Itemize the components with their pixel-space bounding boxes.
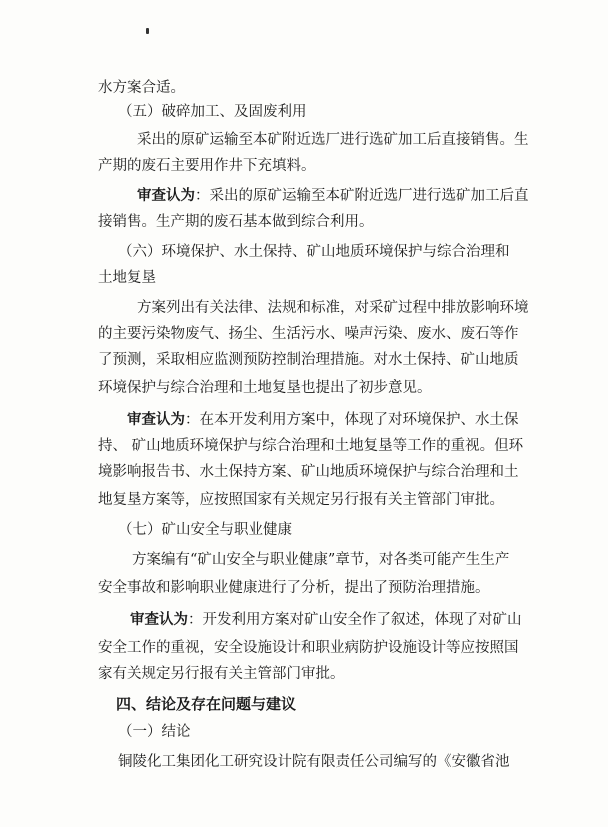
text-line: 产期的废石主要用作井下充填料。: [98, 158, 316, 174]
text-line: 接销售。生产期的废石基本做到综合利用。: [98, 214, 374, 230]
text-line: 安全工作的重视，安全设施设计和职业病防护设施设计等应按照国: [98, 640, 519, 656]
text-line: 土地复垦: [98, 270, 156, 286]
text-line: 环境保护与综合治理和土地复垦也提出了初步意见。: [98, 380, 432, 396]
section-heading: （六）环境保护、水土保持、矿山地质环境保护与综合治理和: [118, 244, 510, 260]
text-line: 境影响报告书、水土保持方案、矿山地质环境保护与综合治理和土: [98, 464, 519, 480]
review-line: 审查认为：在本开发利用方案中，体现了对环境保护、水土保: [127, 411, 519, 428]
text-line: 持、 矿山地质环境保护与综合治理和土地复垦等工作的重视。但环: [98, 438, 524, 454]
review-line: 审查认为：采出的原矿运输至本矿附近选厂进行选矿加工后直: [137, 187, 529, 204]
review-label: 审查认为: [137, 187, 195, 204]
text-line: 家有关规定另行报有关主管部门审批。: [98, 666, 345, 682]
text-line: 了预测，采取相应监测预防控制治理措施。对水土保持、矿山地质: [98, 352, 519, 368]
text-line: 铜陵化工集团化工研究设计院有限责任公司编写的《安徽省池: [118, 754, 510, 770]
review-label: 审查认为: [130, 611, 188, 628]
text-line: 的主要污染物废气、扬尘、生活污水、噪声污染、废水、废石等作: [98, 326, 519, 342]
text-line: 安全事故和影响职业健康进行了分析，提出了预防治理措施。: [98, 580, 490, 596]
text-line: 方案列出有关法律、法规和标准，对采矿过程中排放影响环境: [137, 300, 529, 316]
review-label: 审查认为: [127, 411, 185, 428]
text-line: 地复垦方案等，应按照国家有关规定另行报有关主管部门审批。: [98, 492, 504, 508]
text-line: 采出的原矿运输至本矿附近选厂进行选矿加工后直接销售。生: [137, 132, 529, 148]
section-heading: （七）矿山安全与职业健康: [118, 522, 292, 538]
section-heading: （一）结论: [118, 724, 191, 740]
chapter-heading: 四、结论及存在问题与建议: [116, 695, 297, 713]
review-line: 审查认为：开发利用方案对矿山安全作了叙述，体现了对矿山: [130, 611, 522, 628]
text-line: 方案编有“矿山安全与职业健康”章节，对各类可能产生生产: [132, 552, 510, 568]
section-heading: （五）破碎加工、及固废利用: [118, 104, 307, 120]
text-line: 水方案合适。: [98, 80, 185, 96]
scan-mark: [146, 28, 149, 34]
